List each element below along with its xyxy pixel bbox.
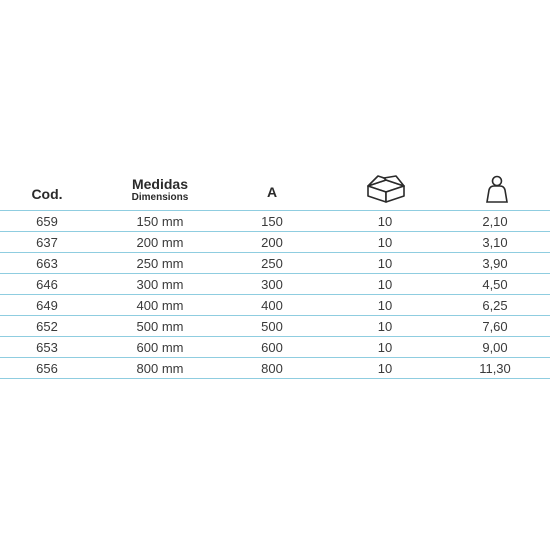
cell-box: 10 xyxy=(377,277,393,292)
cell-box: 10 xyxy=(377,319,393,334)
cell-a: 300 xyxy=(261,277,283,292)
product-table xyxy=(0,170,550,379)
row-rule xyxy=(0,378,550,379)
cell-a: 600 xyxy=(261,340,283,355)
header-medidas-label: Medidas xyxy=(131,176,188,192)
box-icon xyxy=(360,170,410,209)
table-row xyxy=(0,358,550,378)
cell-cod: 659 xyxy=(36,214,58,229)
cell-cod: 649 xyxy=(36,298,58,313)
cell-a: 250 xyxy=(261,256,283,271)
cell-a: 200 xyxy=(261,235,283,250)
cell-box: 10 xyxy=(377,340,393,355)
cell-medidas: 200 mm xyxy=(136,235,184,250)
cell-medidas: 250 mm xyxy=(136,256,184,271)
table-row xyxy=(0,232,550,252)
cell-cod: 646 xyxy=(36,277,58,292)
header-cod: Cod. xyxy=(31,186,63,202)
table-row xyxy=(0,295,550,315)
cell-a: 150 xyxy=(261,214,283,229)
cell-weight: 6,25 xyxy=(482,298,508,313)
weight-icon xyxy=(482,172,512,209)
table-row xyxy=(0,337,550,357)
cell-cod: 653 xyxy=(36,340,58,355)
cell-medidas: 800 mm xyxy=(136,361,184,376)
cell-weight: 9,00 xyxy=(482,340,508,355)
table-row xyxy=(0,316,550,336)
cell-box: 10 xyxy=(377,361,393,376)
cell-weight: 7,60 xyxy=(482,319,508,334)
header-dimensions-label: Dimensions xyxy=(131,192,189,203)
cell-cod: 652 xyxy=(36,319,58,334)
cell-cod: 637 xyxy=(36,235,58,250)
cell-cod: 663 xyxy=(36,256,58,271)
cell-a: 400 xyxy=(261,298,283,313)
table-header xyxy=(0,170,550,210)
table-row xyxy=(0,253,550,273)
cell-medidas: 150 mm xyxy=(136,214,184,229)
cell-box: 10 xyxy=(377,298,393,313)
table-row xyxy=(0,211,550,231)
cell-box: 10 xyxy=(377,256,393,271)
cell-weight: 4,50 xyxy=(482,277,508,292)
cell-a: 500 xyxy=(261,319,283,334)
cell-weight: 3,90 xyxy=(482,256,508,271)
cell-medidas: 400 mm xyxy=(136,298,184,313)
cell-medidas: 300 mm xyxy=(136,277,184,292)
cell-a: 800 xyxy=(261,361,283,376)
table-body xyxy=(0,211,550,379)
table-row xyxy=(0,274,550,294)
cell-weight: 3,10 xyxy=(482,235,508,250)
cell-medidas: 600 mm xyxy=(136,340,184,355)
cell-cod: 656 xyxy=(36,361,58,376)
cell-box: 10 xyxy=(377,235,393,250)
cell-medidas: 500 mm xyxy=(136,319,184,334)
cell-box: 10 xyxy=(377,214,393,229)
cell-weight: 11,30 xyxy=(479,361,511,376)
cell-weight: 2,10 xyxy=(482,214,508,229)
header-medidas xyxy=(100,176,220,204)
header-a: A xyxy=(266,184,278,200)
